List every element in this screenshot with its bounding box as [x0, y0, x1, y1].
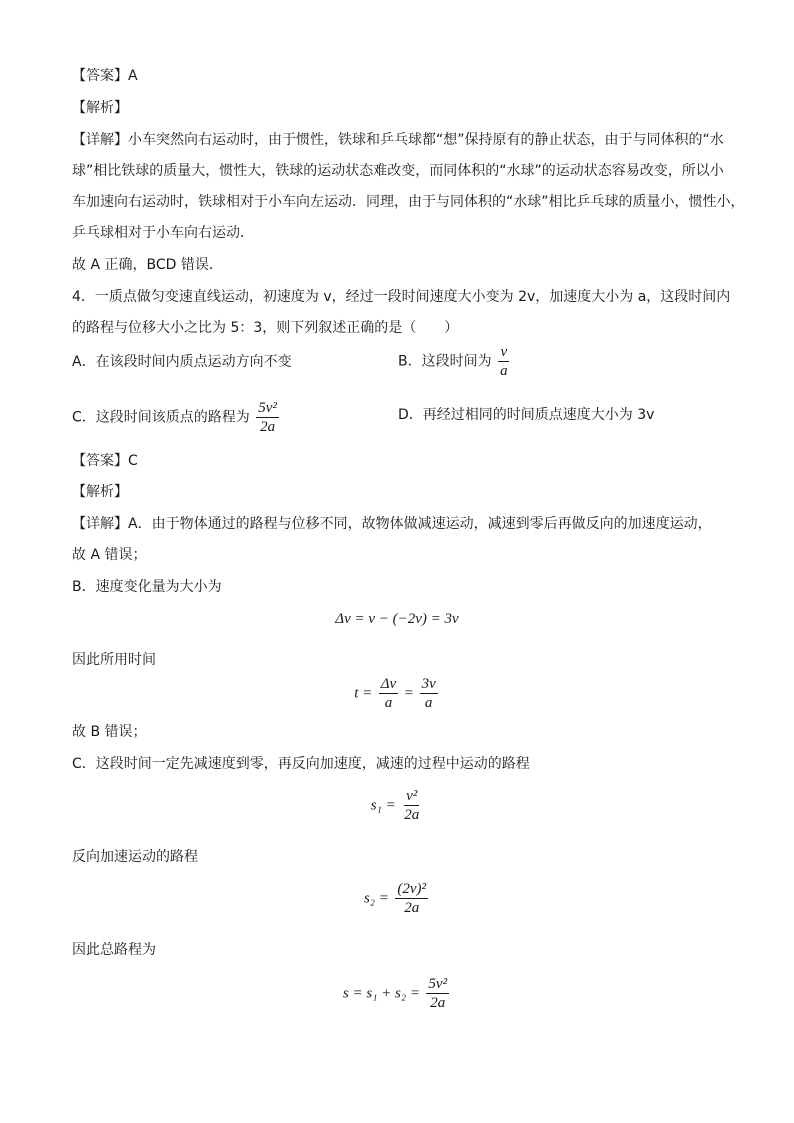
equation-time-equals: = [404, 685, 414, 702]
prev-answer: 【答案】A [72, 68, 138, 84]
equation-s1-fraction [402, 788, 421, 823]
solution-b-line-1: B．速度变化量为大小为 [72, 579, 222, 595]
equation-time-fraction-1 [379, 676, 398, 711]
q4-option-b-fraction [498, 344, 510, 379]
q4-stem-line-2: 的路程与位移大小之比为 5：3，则下列叙述正确的是（ ） [72, 320, 459, 336]
equation-s1-num: v² [406, 788, 418, 804]
equation-delta-v-text: Δv = v − (−2v) = 3v [335, 611, 459, 627]
q4-option-d: D．再经过相同的时间质点速度大小为 3v [398, 407, 655, 423]
q4-option-c [72, 400, 281, 435]
equation-time-den-2: a [424, 695, 433, 711]
equation-s1 [0, 788, 794, 823]
equation-time-den-1: a [384, 695, 393, 711]
equation-delta-v [0, 611, 794, 628]
q4-option-b-den: a [500, 363, 508, 379]
prev-detail-line-1: 【详解】小车突然向右运动时，由于惯性，铁球和乒乓球都“想”保持原有的静止状态，由于与同体积的“水 [72, 132, 724, 148]
equation-s-total [0, 976, 794, 1011]
solution-b-time: 因此所用时间 [72, 652, 156, 668]
solution-a-line-1: 【详解】A．由于物体通过的路程与位移不同，故物体做减速运动，减速到零后再做反向的加速度运动， [72, 516, 712, 532]
equation-s2-den: 2a [404, 900, 420, 916]
equation-s-total-num: 5v² [428, 976, 448, 992]
q4-option-c-num: 5v² [258, 400, 277, 416]
equation-time [0, 676, 794, 711]
prev-detail-line-2: 球”相比铁球的质量大，惯性大，铁球的运动状态难改变，而同体积的“水球”的运动状态容易改变，所以小 [72, 163, 724, 179]
q4-option-c-fraction [256, 400, 279, 435]
equation-s2-fraction [395, 881, 428, 916]
solution-analysis: 【解析】 [72, 484, 128, 500]
equation-s2 [0, 881, 794, 916]
solution-c-reverse: 反向加速运动的路程 [72, 849, 198, 865]
solution-answer: 【答案】C [72, 453, 138, 469]
solution-b-conclusion: 故 B 错误； [72, 724, 147, 740]
solution-c-total: 因此总路程为 [72, 942, 156, 958]
equation-s-total-lhs: s = s₁ + s₂ = [342, 985, 420, 1002]
q4-option-c-den: 2a [260, 419, 276, 435]
equation-time-num-2: 3v [421, 676, 436, 692]
equation-time-fraction-2 [420, 676, 438, 711]
prev-detail-line-3: 车加速向右运动时，铁球相对于小车向左运动．同理，由于与同体积的“水球”相比乒乓球的质量小，惯性小， [72, 194, 745, 210]
q4-option-b-num: v [500, 344, 508, 360]
equation-time-lhs: t = [354, 685, 373, 702]
prev-detail-line-4: 乒乓球相对于小车向右运动． [72, 225, 254, 241]
equation-s2-num: (2v)² [397, 881, 427, 897]
q4-option-c-prefix: C．这段时间该质点的路程为 [72, 409, 250, 426]
q4-option-b [398, 344, 512, 379]
prev-analysis: 【解析】 [72, 100, 128, 116]
equation-s-total-den: 2a [430, 995, 446, 1011]
equation-s1-lhs: s₁ = [370, 797, 396, 814]
equation-time-num-1: Δv [380, 676, 397, 692]
q4-stem-line-1: 4．一质点做匀变速直线运动，初速度为 v，经过一段时间速度大小变为 2v，加速度大小为 a，这段时间内 [72, 289, 731, 305]
q4-option-a: A．在该段时间内质点运动方向不变 [72, 354, 292, 370]
solution-c-line-1: C．这段时间一定先减速度到零，再反向加速度，减速的过程中运动的路程 [72, 756, 530, 772]
equation-s2-lhs: s₂ = [363, 890, 389, 907]
prev-conclusion: 故 A 正确，BCD 错误． [72, 257, 223, 273]
equation-s1-den: 2a [404, 807, 420, 823]
solution-a-line-2: 故 A 错误； [72, 547, 147, 563]
equation-s-total-fraction [426, 976, 449, 1011]
q4-option-b-prefix: B．这段时间为 [398, 353, 492, 370]
